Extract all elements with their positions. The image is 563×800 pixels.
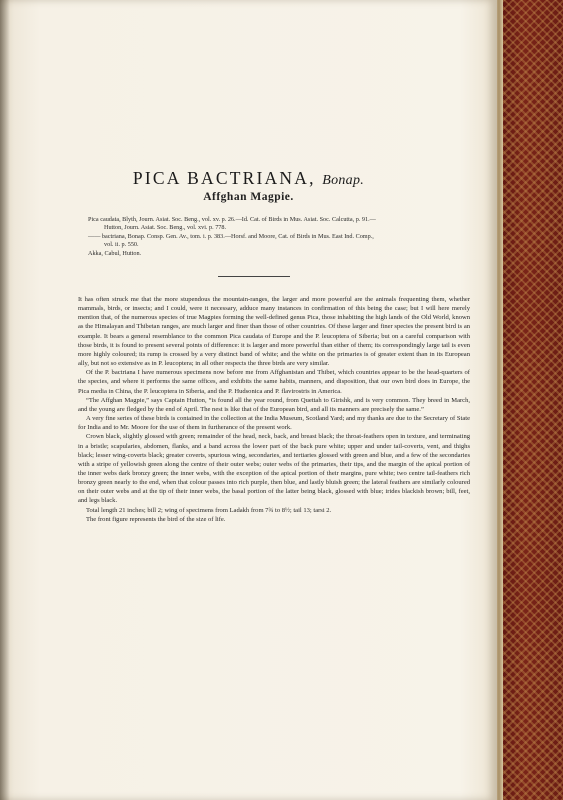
body-paragraph: “The Affghan Magpie,” says Captain Hutton, “is found all the year round, from Quettah to Girishk, and is very common. They breed in March, and the young are fledged by the end of April. The nest is like that of the European bird, and all its manners are precisely the same.”	[78, 396, 470, 413]
synonymy-line: Hutton, Journ. Asiat. Soc. Beng., vol. xvi. p. 778.	[104, 224, 227, 231]
body-paragraph: It has often struck me that the more stupendous the mountain-ranges, the larger and more powerful are the animals frequenting them, whether mammals, birds, or insects; and I could, were it necessary, adduce many instances in confirmation of this being the case; but I will here merely mention that, of the numerous species of true Magpies forming the well-defined genus Pica, those inhabiting the high lands of the Old World, known as the Himalayan and Thibetan ranges, are much larger and finer than those of other countries. Of these larger and finer species the present bird is an example. It bears a general resemblance to the common Pica caudata of Europe and the P. leucoptera of Siberia; but on a careful comparison with those birds, it is found to present several points of difference: it is larger and more powerful than either of them; its correspondingly large tail is even more highly coloured; its rump is crossed by a very distinct band of white; and the white on the primaries is of greater extent than in its European ally, but not so extensive as in P. leucoptera; in all other respects the three birds are very similar.	[78, 296, 470, 368]
common-name: Affghan Magpie.	[203, 191, 294, 203]
plate-note: The front figure represents the bird of the size of life.	[86, 515, 226, 523]
synonymy-line: Akka, Cabul, Hutton.	[88, 250, 142, 257]
section-divider	[218, 276, 290, 277]
synonymy-line: vol. ii. p. 550.	[104, 241, 139, 248]
body-text	[78, 295, 470, 524]
measurements-paragraph: Total length 21 inches; bill 2; wing of specimens from Ladakh from 7¾ to 8½; tail 13; tarsi 2.	[86, 506, 332, 514]
description-paragraph: Crown black, slightly glossed with green; remainder of the head, neck, back, and breast black; the throat-feathers open in texture, and terminating in a bristle; scapularies, abdomen, flanks, and a band across the lower part of the back pure white; upper and under tail-coverts, vent, and thighs black; lesser wing-coverts black; greater coverts, spurious wing, secondaries, and tertiaries glossed with green and blue, and a few of the secondaries with a stripe of yellowish green along the centre of their outer webs; outer webs of the primaries, their tips, and the margin of the apical portion of the inner webs dark bronzy green; the inner webs, with the exception of the apical portion of their margins, pure white; two centre tail-feathers rich bronzy green nearly to the end, when that colour passes into rich purple, then blue, and lastly bluish green; the lateral feathers are similarly coloured on their outer webs and at the tip of their inner webs, the basal portion of the latter being black, glossed with blue; irides blackish brown; bill, feet, and legs black.	[78, 433, 470, 505]
marbled-endpaper	[497, 0, 563, 800]
species-name: PICA BACTRIANA,	[132, 168, 316, 188]
species-title	[0, 168, 497, 189]
synonymy-line: Pica caudata, Blyth, Journ. Asiat. Soc. Beng., vol. xv. p. 26.—Id. Cat. of Birds in Mus. Asiat. Soc. Calcutta, p. 91.—	[88, 216, 376, 223]
body-paragraph: Of the P. bactriana I have numerous specimens now before me from Affghanistan and Thibet, which countries appear to be the head-quarters of the species, and where it performs the same offices, and exhibits the same habits, manners, and disposition, that our own bird does in Europe, the Pica media in China, the P. leucoptera in Siberia, and the P. Hudsonica and P. flavirostris in America.	[78, 369, 470, 395]
species-authority: Bonap.	[322, 173, 365, 188]
synonymy-line: —— bactriana, Bonap. Consp. Gen. Av., tom. i. p. 383.—Horsf. and Moore, Cat. of Birds in Mus. East Ind. Comp.,	[88, 233, 374, 240]
gutter-shadow	[0, 0, 10, 800]
body-paragraph: A very fine series of these birds is contained in the collection at the India Museum, Scotland Yard; and my thanks are due to the Secretary of State for India and to Mr. Moore for the use of them in furtherance of the present work.	[78, 415, 470, 432]
